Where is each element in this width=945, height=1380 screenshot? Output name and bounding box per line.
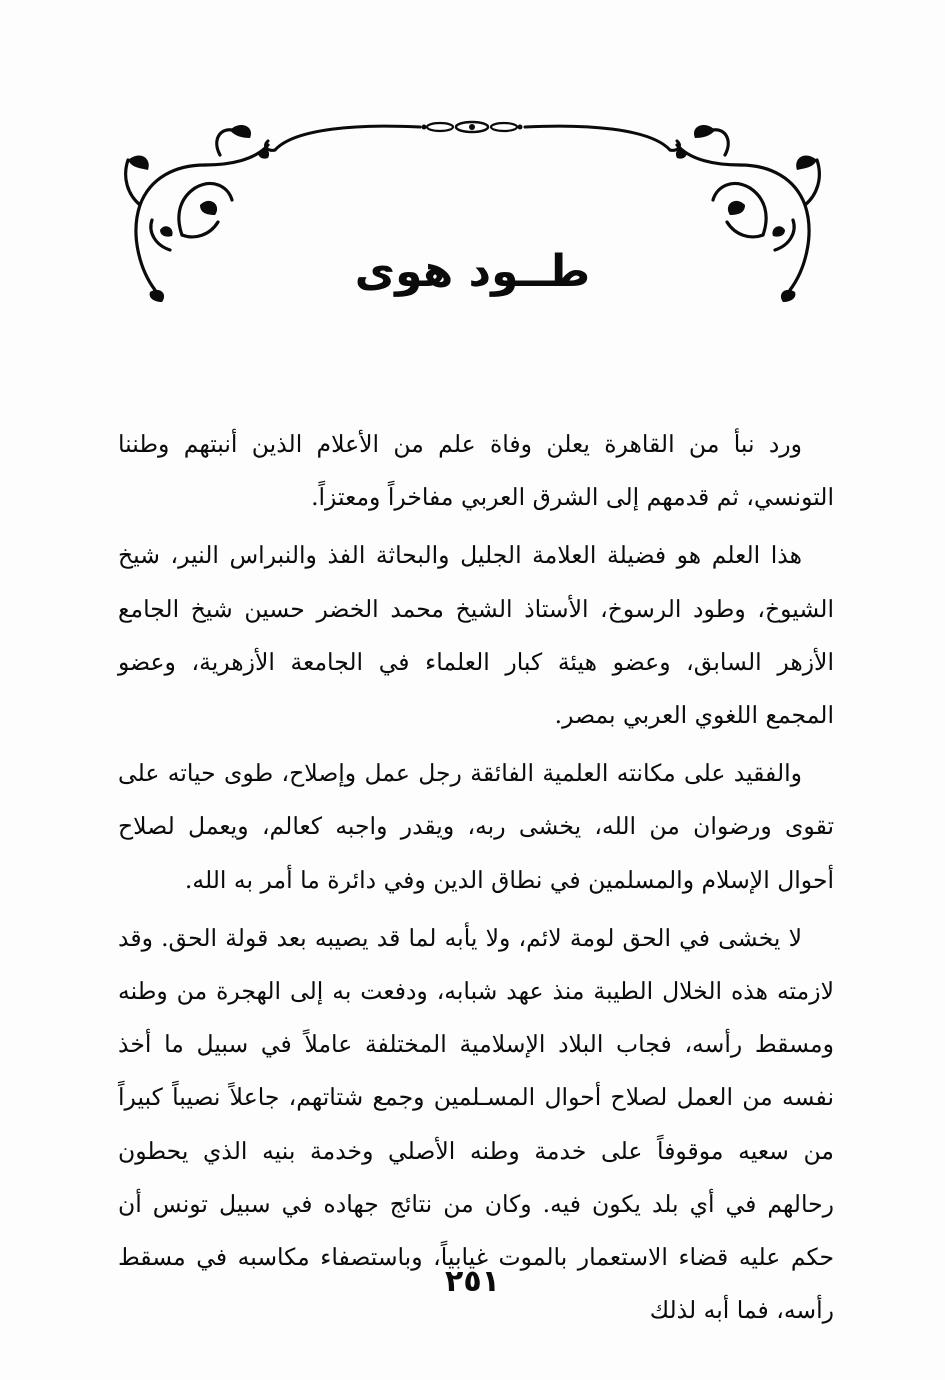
paragraph: لا يخشى في الحق لومة لائم، ولا يأبه لما قد يصيبه بعد قولة الحق. وقد لازمته هذه الخلال الطيبة منذ عهد شبابه، ودفعت به إلى الهجرة من وطنه ومسقط رأسه، فجاب البلاد الإسلامية المختلفة عاملاً في سبيل ما أخذ نفسه من العمل لصلاح أحوال المسـلمين وجمع شتاتهم، جاعلاً نصيباً كبيراً من سعيه موقوفاً على خدمة وطنه الأصلي وخدمة بنيه الذي يحطون رحالهم في أي بلد يكون فيه. وكان من نتائج جهاده في سبيل تونس أن حكم عليه قضاء الاستعمار بالموت غيابياً، وباستصفاء مكاسبه في مسقط رأسه، فما أبه لذلك — [118, 923, 834, 1325]
paragraph: هذا العلم هو فضيلة العلامة الجليل والبحاثة الفذ والنبراس النير، شيخ الشيوخ، وطود الرسوخ، الأستاذ الشيخ محمد الخضر حسين شيخ الجامع الأزهر السابق، وعضو هيئة كبار العلماء في الجامعة الأزهرية، وعضو المجمع اللغوي العربي بمصر. — [118, 541, 834, 730]
center-flourish — [422, 122, 523, 132]
paragraph: ورد نبأ من القاهرة يعلن وفاة علم من الأعلام الذين أنبتهم وطننا التونسي، ثم قدمهم إلى الشرق العربي مفاخراً ومعتزاً. — [118, 430, 834, 512]
chapter-title: طــود هوى — [354, 246, 591, 297]
body-text — [118, 418, 834, 1342]
page-number: ٢٥١ — [445, 1264, 500, 1299]
paragraph: والفقيد على مكانته العلمية الفائقة رجل عمل وإصلاح، طوى حياته على تقوى ورضوان من الله، يخشى ربه، ويقدر واجبه كعالم، ويعمل لصلاح أحوال الإسلام والمسلمين في نطاق الدين وفي دائرة ما أمر به الله. — [118, 759, 834, 894]
